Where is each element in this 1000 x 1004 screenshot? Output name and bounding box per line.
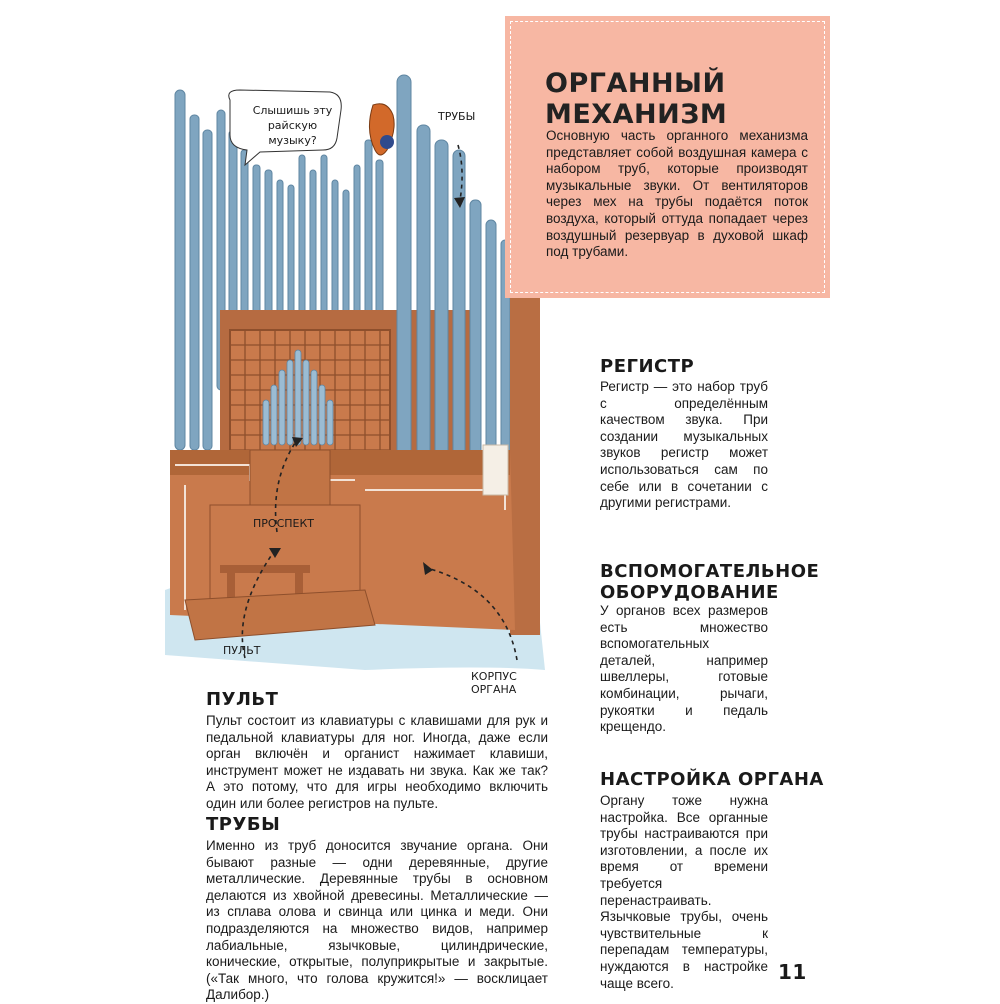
speech-bubble-text: Слышишь эту райскую музыку? <box>252 104 333 147</box>
organ-illustration <box>165 70 545 696</box>
pipes-text: Именно из труб доносится звучание органа. Они бывают разные — одни деревянные, другие металлические. Деревянные трубы в основном делаются из хвойной древесины. Металлические — из сплава олова и свинца или цинка и меди. Они подразделяются на множество видов, например лабиальные, язычковые, цилиндрические, конические, открытые, полуприкрытые и закрытые. («Так много, что голова кружится!» — восклицает Далибор.) <box>206 838 548 1003</box>
register-text: Регистр — это набор труб с определённым качеством звука. При создании музыкальных звуков регистр может использоваться сам по себе или в сочетании с другими регистрами. <box>600 379 768 511</box>
auxiliary-text: У органов всех размеров есть множество вспомогательных деталей, например швеллеры, готовые комбинации, рычаги, рукоятки и педаль крещендо. <box>600 603 768 735</box>
label-pipes: ТРУБЫ <box>438 110 476 123</box>
pipes-heading: ТРУБЫ <box>206 814 281 835</box>
organ-drawing <box>165 70 545 690</box>
tuning-text: Органу тоже нужна настройка. Все органные трубы настраиваются при изготовлении, а после их время от времени требуется перенастраивать. Язычковые трубы, очень чувствительные к перепадам температуры, нуждаются в настройке чаще всего. <box>600 793 768 991</box>
label-case: КОРПУС ОРГАНА <box>471 670 517 696</box>
console-heading: ПУЛЬТ <box>206 689 279 710</box>
mechanism-text: Основную часть органного механизма представляет собой воздушная камера с набором труб, которые производят музыкальные звуки. От вентиляторов через мех на трубы подаётся поток воздуха, который оттуда попадает через воздушный резервуар в духовой шкаф под трубами. <box>546 128 808 260</box>
register-heading: РЕГИСТР <box>600 356 695 377</box>
label-facade: ПРОСПЕКТ <box>253 517 314 530</box>
mechanism-title: ОРГАННЫЙ МЕХАНИЗМ <box>545 68 728 130</box>
label-console: ПУЛЬТ <box>223 644 261 657</box>
console-text: Пульт состоит из клавиатуры с клавишами для рук и педальной клавиатуры для ног. Иногда, даже если орган включён и органист нажимает клавиши, инструмент может не издавать ни звука. Как же так? А это потому, что для игры необходимо включить один или более регистров на пульте. <box>206 713 548 811</box>
tuning-heading: НАСТРОЙКА ОРГАНА <box>600 769 824 790</box>
auxiliary-heading: ВСПОМОГАТЕЛЬНОЕ ОБОРУДОВАНИЕ <box>600 561 820 603</box>
page-number: 11 <box>778 960 807 984</box>
